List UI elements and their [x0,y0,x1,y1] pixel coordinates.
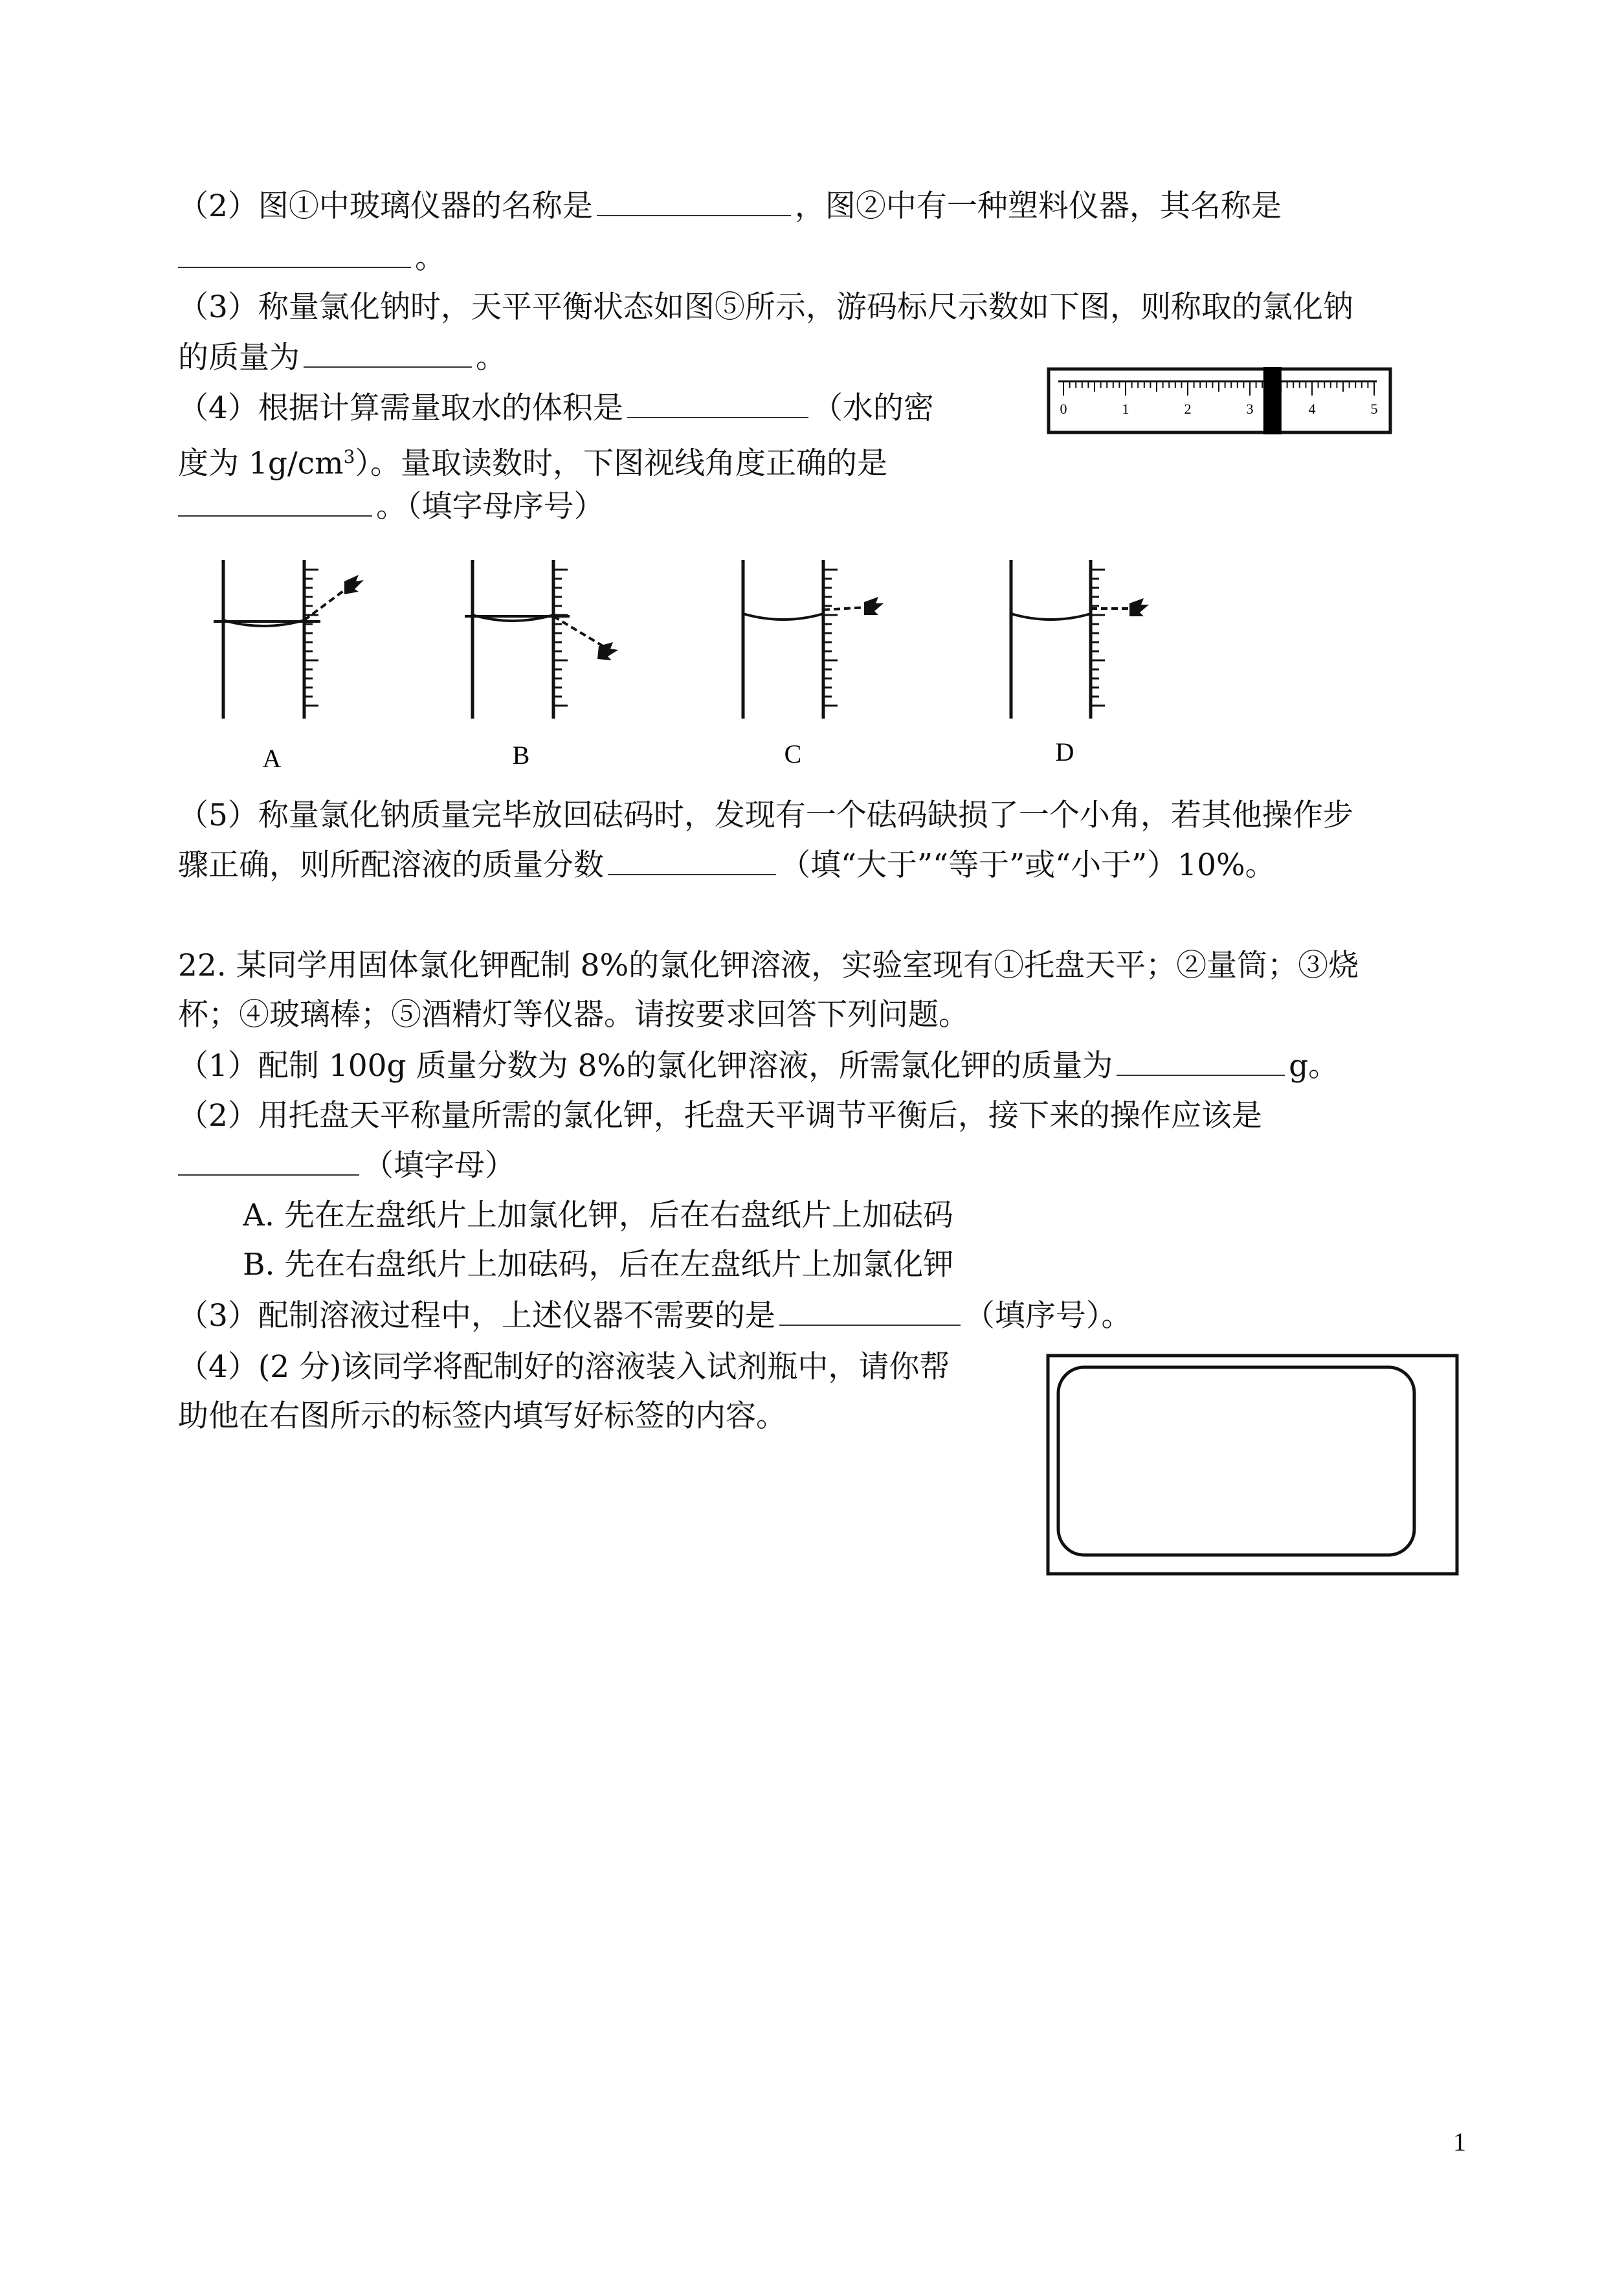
answer-blank[interactable] [304,338,472,368]
q22-option-a[interactable]: A. 先在左盘纸片上加氯化钾，后在右盘纸片上加砝码 [243,1198,953,1233]
q22-part3: （3）配制溶液过程中，上述仪器不需要的是 （填序号）。 [178,1296,1466,1336]
scale-label: 3 [1246,401,1254,417]
rider-slider [1263,367,1282,434]
q21-part4-line2: 度为 $1g/cm^3$）。量取读数时，下图视线角度正确的是 [178,445,887,482]
scale-label: 5 [1370,401,1378,417]
q21-part5-line1: （5）称量氯化钠质量完毕放回砝码时，发现有一个砝码缺损了一个小角，若其他操作步 [178,798,1353,833]
scale-frame [1049,369,1390,432]
scale-label: 4 [1308,401,1316,417]
page-number: 1 [1453,2127,1466,2156]
answer-blank[interactable] [1117,1046,1285,1076]
scale-label: 2 [1184,401,1192,417]
q22-part2-line1: （2）用托盘天平称量所需的氯化钾，托盘天平调节平衡后，接下来的操作应该是 [178,1098,1262,1134]
cylinder-label-d: D [1055,737,1074,766]
cylinder-label-b: B [512,741,530,770]
cylinder-c [743,560,884,719]
q22-part2-line2: （填字母） [178,1146,1466,1185]
eye-icon [344,575,364,594]
rider-scale-figure [1045,366,1395,437]
cylinder-label-c: C [784,739,802,768]
answer-blank[interactable] [178,1146,359,1176]
answer-blank[interactable] [627,388,808,418]
answer-blank[interactable] [779,1296,961,1326]
cylinder-label-a: A [262,744,282,773]
answer-blank[interactable] [597,186,791,216]
cylinder-reading-figure [194,544,1197,777]
q22-option-b[interactable]: B. 先在右盘纸片上加砝码，后在左盘纸片上加氯化钾 [243,1247,954,1282]
q21-part4-line3: 。（填字母序号） [178,487,1466,526]
q21-part3-line2: 的质量为 。 [178,338,1466,377]
scale-label: 0 [1060,401,1067,417]
q21-part4-line1: （4）根据计算需量取水的体积是 （水的密 [178,388,1019,428]
q22-stem-line1: 22. 某同学用固体氯化钾配制 8%的氯化钾溶液，实验室现有①托盘天平；②量筒；③烧 [178,948,1359,983]
cylinder-b [465,560,618,719]
answer-blank[interactable] [178,238,411,268]
cylinder-d [1011,560,1149,719]
eye-icon [864,597,884,615]
cylinder-a [214,560,364,719]
q21-part2-line1: （2）图①中玻璃仪器的名称是 ，图②中有一种塑料仪器，其名称是 [178,186,1466,226]
q21-part2-line2: 。 [178,238,1466,278]
answer-blank[interactable] [178,487,372,517]
answer-blank[interactable] [608,845,776,875]
q21-part3-line1: （3）称量氯化钠时，天平平衡状态如图⑤所示，游码标尺示数如下图，则称取的氯化钠 [178,289,1353,325]
q22-part1: （1）配制 100g 质量分数为 8%的氯化钾溶液，所需氯化钾的质量为 g。 [178,1046,1466,1086]
q22-part4-line1: （4）(2 分)该同学将配制好的溶液装入试剂瓶中，请你帮 [178,1349,950,1385]
q22-part4-line2: 助他在右图所示的标签内填写好标签的内容。 [178,1398,786,1434]
reagent-label-box[interactable] [1045,1353,1460,1576]
eye-icon [1129,598,1149,616]
scale-label: 1 [1122,401,1129,417]
q21-part5-line2: 骤正确，则所配溶液的质量分数 （填“大于”“等于”或“小于”）10%。 [178,845,1466,885]
q22-stem-line2: 杯；④玻璃棒；⑤酒精灯等仪器。请按要求回答下列问题。 [178,997,969,1033]
